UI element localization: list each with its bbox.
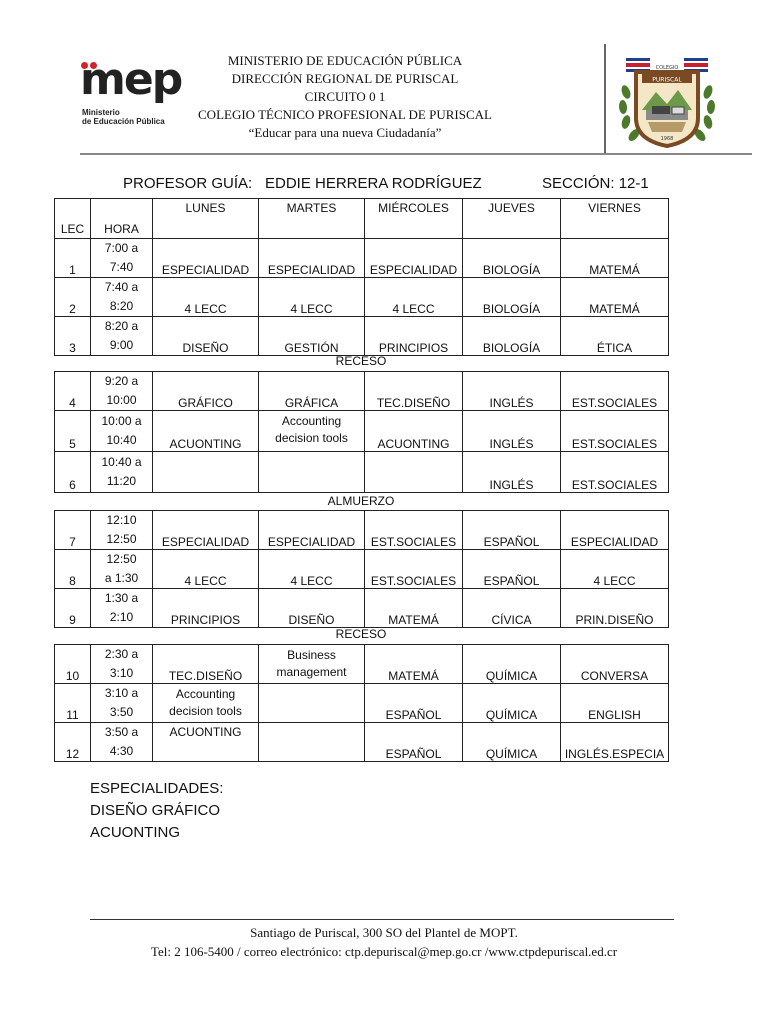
subject-cell: BIOLOGÍA <box>463 278 561 317</box>
subject-cell: INGLÉS <box>463 372 561 411</box>
subject-cell: ESPAÑOL <box>463 511 561 550</box>
lec-cell: 4 <box>55 372 91 411</box>
table-row <box>55 511 669 550</box>
subject-cell <box>365 452 463 493</box>
hora-cell <box>91 723 153 762</box>
hora-line: a 1:30 <box>104 571 139 585</box>
subject-cell: Accounting decision tools <box>153 684 259 723</box>
subject-cell: ESPECIALIDAD <box>153 239 259 278</box>
schedule-block <box>54 644 669 762</box>
subject-cell: INGLÉS.ESPECIA <box>561 723 669 762</box>
subject-cell: 4 LECC <box>365 278 463 317</box>
hora-line: 2:30 a <box>104 647 139 661</box>
school-crest <box>612 52 722 150</box>
especialidades-title: ESPECIALIDADES: <box>90 780 224 797</box>
especialidades <box>90 778 223 844</box>
footer-divider <box>90 919 674 920</box>
hora-line: 4:30 <box>109 744 134 758</box>
hora-line: 7:00 a <box>104 241 139 255</box>
subject-cell: QUÍMICA <box>463 684 561 723</box>
subject-cell: 4 LECC <box>259 550 365 589</box>
hora-cell <box>91 239 153 278</box>
table-row <box>55 645 669 684</box>
subject-cell: GRÁFICO <box>153 372 259 411</box>
institution-header <box>180 52 510 142</box>
logo-sub1: Ministerio <box>82 108 120 117</box>
subject-cell: Business management <box>259 645 365 684</box>
crest-year: 1968 <box>660 136 674 142</box>
profesor-guia <box>123 175 482 192</box>
table-row <box>55 317 669 356</box>
subject-cell: ÉTICA <box>561 317 669 356</box>
subject-cell: MATEMÁ <box>561 239 669 278</box>
lec-cell: 2 <box>55 278 91 317</box>
lec-cell: 5 <box>55 411 91 452</box>
subject-cell: PRINCIPIOS <box>365 317 463 356</box>
hora-cell <box>91 589 153 628</box>
subject-cell: ESPECIALIDAD <box>259 239 365 278</box>
subject-cell: ESPECIALIDAD <box>365 239 463 278</box>
hora-line: 10:00 a <box>101 414 142 428</box>
table-row <box>55 411 669 452</box>
hora-cell <box>91 684 153 723</box>
hora-line: 9:00 <box>109 338 134 352</box>
schedule-block <box>54 510 669 628</box>
hora-cell <box>91 411 153 452</box>
subject-cell: PRIN.DISEÑO <box>561 589 669 628</box>
break-label: RECESO <box>335 627 387 641</box>
logo-sub2: de Educación Pública <box>82 117 165 126</box>
header-cell: MIÉRCOLES <box>365 199 463 239</box>
lec-cell: 8 <box>55 550 91 589</box>
hora-line: 10:00 <box>106 393 137 407</box>
header-cell: VIERNES <box>561 199 669 239</box>
subject-cell: 4 LECC <box>561 550 669 589</box>
hora-cell <box>91 372 153 411</box>
hora-line: 10:40 <box>106 433 137 447</box>
lec-cell: 12 <box>55 723 91 762</box>
profesor-label: PROFESOR GUÍA: <box>123 175 253 192</box>
hora-cell <box>91 550 153 589</box>
subject-cell: GESTIÓN <box>259 317 365 356</box>
subject-cell: DISEÑO <box>153 317 259 356</box>
lec-cell: 6 <box>55 452 91 493</box>
header-cell: HORA <box>91 199 153 239</box>
header-line-direction: DIRECCIÓN REGIONAL DE PURISCAL <box>231 71 459 86</box>
subject-cell: MATEMÁ <box>365 589 463 628</box>
subject-cell: MATEMÁ <box>561 278 669 317</box>
subject-cell: EST.SOCIALES <box>561 372 669 411</box>
hora-line: 3:10 <box>109 666 134 680</box>
subject-cell: BIOLOGÍA <box>463 317 561 356</box>
subject-cell: MATEMÁ <box>365 645 463 684</box>
subject-cell: EST.SOCIALES <box>365 550 463 589</box>
subject-cell: 4 LECC <box>259 278 365 317</box>
subject-cell: ACUONTING <box>365 411 463 452</box>
subject-cell: TEC.DISEÑO <box>153 645 259 684</box>
subject-cell: ESPAÑOL <box>365 723 463 762</box>
subject-cell: ESPECIALIDAD <box>259 511 365 550</box>
subject-cell: CÍVICA <box>463 589 561 628</box>
subject-cell: 4 LECC <box>153 550 259 589</box>
break-label: ALMUERZO <box>327 494 395 508</box>
hora-cell <box>91 645 153 684</box>
table-row <box>55 278 669 317</box>
hora-cell <box>91 452 153 493</box>
subject-cell: EST.SOCIALES <box>561 411 669 452</box>
subject-cell: ACUONTING <box>153 723 259 762</box>
hora-line: 7:40 a <box>104 280 139 294</box>
table-row <box>55 723 669 762</box>
hora-line: 1:30 a <box>104 591 139 605</box>
header-line-motto: “Educar para una nueva Ciudadanía” <box>248 125 442 140</box>
subject-cell: INGLÉS <box>463 411 561 452</box>
subject-cell: 4 LECC <box>153 278 259 317</box>
subject-cell: DISEÑO <box>259 589 365 628</box>
subject-cell: INGLÉS <box>463 452 561 493</box>
header-cell: LEC <box>55 199 91 239</box>
header-vertical-divider <box>604 44 606 154</box>
hora-line: 12:50 <box>106 552 137 566</box>
subject-cell: ESPECIALIDAD <box>153 511 259 550</box>
subject-cell: CONVERSA <box>561 645 669 684</box>
lec-cell: 1 <box>55 239 91 278</box>
header-line-circuit: CIRCUITO 0 1 <box>304 89 386 104</box>
subject-cell: QUÍMICA <box>463 645 561 684</box>
schedule-block <box>54 371 669 493</box>
subject-cell: EST.SOCIALES <box>561 452 669 493</box>
lec-cell: 9 <box>55 589 91 628</box>
break-label: RECESO <box>335 354 387 368</box>
lec-cell: 3 <box>55 317 91 356</box>
table-row <box>55 452 669 493</box>
hora-line: 7:40 <box>109 260 134 274</box>
header-cell: LUNES <box>153 199 259 239</box>
header-horizontal-divider <box>80 153 752 155</box>
hora-line: 8:20 a <box>104 319 139 333</box>
header-cell: MARTES <box>259 199 365 239</box>
subject-cell <box>259 684 365 723</box>
hora-line: 2:10 <box>109 610 134 624</box>
table-row <box>55 684 669 723</box>
table-row <box>55 372 669 411</box>
hora-cell <box>91 511 153 550</box>
hora-line: 12:50 <box>106 532 137 546</box>
subject-cell: ACUONTING <box>153 411 259 452</box>
lec-cell: 10 <box>55 645 91 684</box>
subject-cell <box>259 452 365 493</box>
especialidad-item: DISEÑO GRÁFICO <box>90 802 221 819</box>
hora-line: 3:50 <box>109 705 134 719</box>
hora-line: 8:20 <box>109 299 134 313</box>
mep-logo <box>80 54 190 128</box>
subject-cell <box>153 452 259 493</box>
header-line-school: COLEGIO TÉCNICO PROFESIONAL DE PURISCAL <box>198 107 492 122</box>
crest-top-text: COLEGIO <box>655 65 679 71</box>
hora-line: 9:20 a <box>104 374 139 388</box>
lec-cell: 11 <box>55 684 91 723</box>
table-row <box>55 589 669 628</box>
subject-cell: ESPAÑOL <box>365 684 463 723</box>
especialidad-item: ACUONTING <box>90 824 180 841</box>
seccion-label: SECCIÓN: <box>542 175 615 192</box>
subject-cell: Accounting decision tools <box>259 411 365 452</box>
subject-cell: TEC.DISEÑO <box>365 372 463 411</box>
hora-line: 3:10 a <box>104 686 139 700</box>
header-line-ministry: MINISTERIO DE EDUCACIÓN PÚBLICA <box>227 53 463 68</box>
hora-cell <box>91 278 153 317</box>
lec-cell: 7 <box>55 511 91 550</box>
schedule-block <box>54 198 669 356</box>
hora-cell <box>91 317 153 356</box>
subject-cell: GRÁFICA <box>259 372 365 411</box>
subject-cell <box>259 723 365 762</box>
hora-line: 11:20 <box>106 474 137 488</box>
hora-line: 10:40 a <box>101 455 142 469</box>
table-row <box>55 239 669 278</box>
schedule-header-row <box>55 199 669 239</box>
subject-cell: ESPECIALIDAD <box>561 511 669 550</box>
hora-line: 3:50 a <box>104 725 139 739</box>
subject-cell: BIOLOGÍA <box>463 239 561 278</box>
subject-cell: ESPAÑOL <box>463 550 561 589</box>
table-row <box>55 550 669 589</box>
crest-band-text: PURISCAL <box>652 76 682 84</box>
subject-cell: QUÍMICA <box>463 723 561 762</box>
logo-wordmark: mep <box>80 54 182 105</box>
footer-contact: Tel: 2 106-5400 / correo electrónico: ctp.depuriscal@mep.go.cr /www.ctpdepuriscal.ed.cr <box>150 944 618 959</box>
header-cell: JUEVES <box>463 199 561 239</box>
profesor-name: EDDIE HERRERA RODRÍGUEZ <box>265 175 482 192</box>
subject-cell: PRINCIPIOS <box>153 589 259 628</box>
seccion <box>542 175 649 192</box>
footer-address: Santiago de Puriscal, 300 SO del Plantel de MOPT. <box>250 925 518 940</box>
logo-subtitle <box>82 108 165 126</box>
seccion-value: 12-1 <box>618 175 649 192</box>
hora-line: 12:10 <box>106 513 137 527</box>
subject-cell: EST.SOCIALES <box>365 511 463 550</box>
subject-cell: ENGLISH <box>561 684 669 723</box>
